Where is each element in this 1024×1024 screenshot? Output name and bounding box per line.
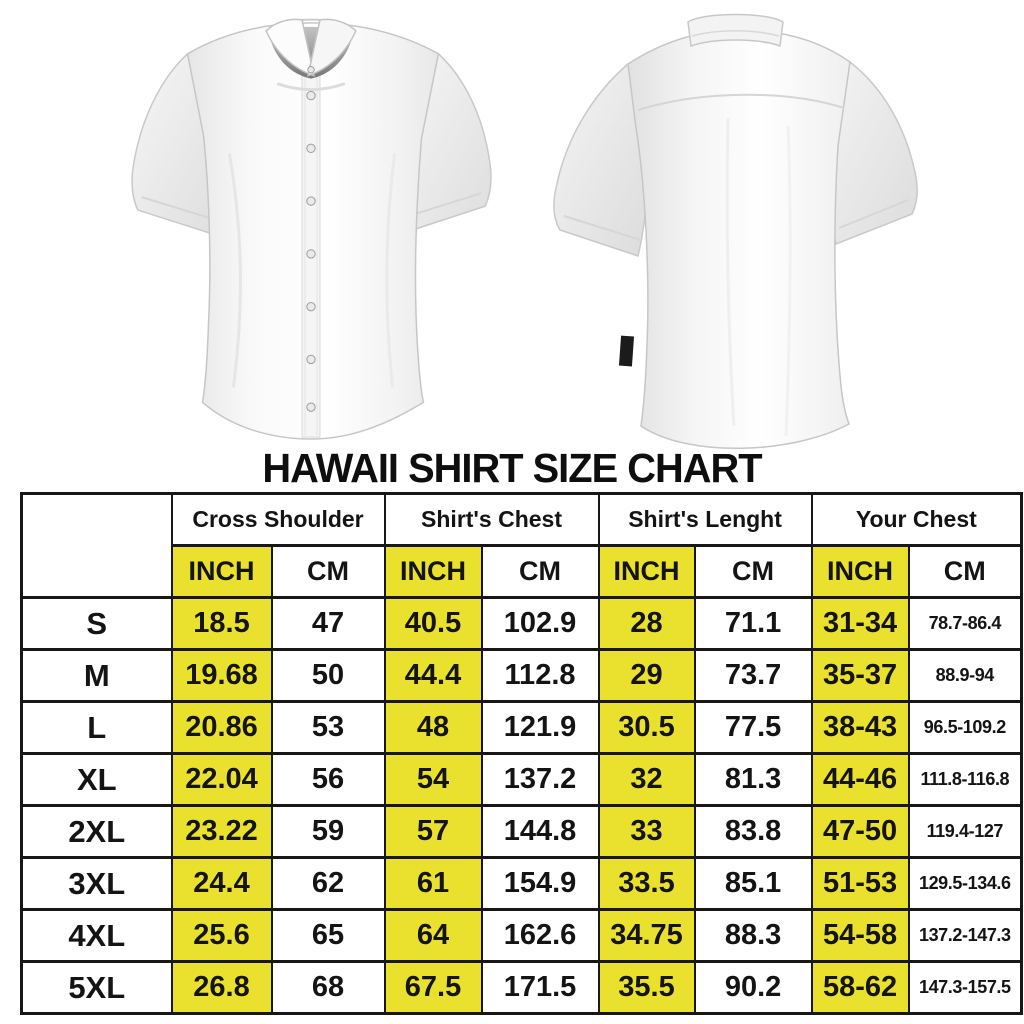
table-row-xl bbox=[22, 754, 1022, 806]
cell-value: 162.6 bbox=[482, 910, 599, 962]
group-header-row bbox=[22, 494, 1022, 546]
table-row-3xl bbox=[22, 858, 1022, 910]
cell-value: 22.04 bbox=[172, 754, 272, 806]
cell-value: 85.1 bbox=[695, 858, 812, 910]
col-group-your-chest: Your Chest bbox=[812, 494, 1022, 546]
cell-value: 129.5-134.6 bbox=[909, 858, 1022, 910]
size-label: L bbox=[22, 702, 172, 754]
cell-value: 56 bbox=[272, 754, 385, 806]
cell-value: 73.7 bbox=[695, 650, 812, 702]
cell-value: 19.68 bbox=[172, 650, 272, 702]
cell-value: 67.5 bbox=[385, 962, 482, 1014]
cell-value: 119.4-127 bbox=[909, 806, 1022, 858]
size-label: M bbox=[22, 650, 172, 702]
cell-value: 51-53 bbox=[812, 858, 909, 910]
corner-cell bbox=[22, 494, 172, 598]
cell-value: 81.3 bbox=[695, 754, 812, 806]
back-side-tag bbox=[619, 336, 634, 367]
unit-header-inch: INCH bbox=[172, 546, 272, 598]
cell-value: 71.1 bbox=[695, 598, 812, 650]
col-group-cross-shoulder: Cross Shoulder bbox=[172, 494, 385, 546]
cell-value: 111.8-116.8 bbox=[909, 754, 1022, 806]
cell-value: 32 bbox=[599, 754, 695, 806]
table-row-l bbox=[22, 702, 1022, 754]
cell-value: 38-43 bbox=[812, 702, 909, 754]
cell-value: 48 bbox=[385, 702, 482, 754]
table-row-2xl bbox=[22, 806, 1022, 858]
size-label: 4XL bbox=[22, 910, 172, 962]
cell-value: 31-34 bbox=[812, 598, 909, 650]
cell-value: 24.4 bbox=[172, 858, 272, 910]
cell-value: 50 bbox=[272, 650, 385, 702]
cell-value: 137.2-147.3 bbox=[909, 910, 1022, 962]
cell-value: 137.2 bbox=[482, 754, 599, 806]
cell-value: 102.9 bbox=[482, 598, 599, 650]
cell-value: 54 bbox=[385, 754, 482, 806]
table-row-5xl bbox=[22, 962, 1022, 1014]
cell-value: 18.5 bbox=[172, 598, 272, 650]
size-label: S bbox=[22, 598, 172, 650]
size-chart-table bbox=[20, 492, 1023, 1015]
cell-value: 78.7-86.4 bbox=[909, 598, 1022, 650]
cell-value: 29 bbox=[599, 650, 695, 702]
cell-value: 20.86 bbox=[172, 702, 272, 754]
size-label: 3XL bbox=[22, 858, 172, 910]
cell-value: 26.8 bbox=[172, 962, 272, 1014]
cell-value: 88.3 bbox=[695, 910, 812, 962]
cell-value: 53 bbox=[272, 702, 385, 754]
size-label: XL bbox=[22, 754, 172, 806]
cell-value: 77.5 bbox=[695, 702, 812, 754]
cell-value: 58-62 bbox=[812, 962, 909, 1014]
unit-header-inch: INCH bbox=[385, 546, 482, 598]
cell-value: 59 bbox=[272, 806, 385, 858]
cell-value: 147.3-157.5 bbox=[909, 962, 1022, 1014]
cell-value: 28 bbox=[599, 598, 695, 650]
cell-value: 35-37 bbox=[812, 650, 909, 702]
cell-value: 171.5 bbox=[482, 962, 599, 1014]
cell-value: 54-58 bbox=[812, 910, 909, 962]
cell-value: 30.5 bbox=[599, 702, 695, 754]
cell-value: 35.5 bbox=[599, 962, 695, 1014]
cell-value: 68 bbox=[272, 962, 385, 1014]
col-group-shirts-lenght: Shirt's Lenght bbox=[599, 494, 812, 546]
shirt-front-image bbox=[116, 4, 506, 450]
table-row-s bbox=[22, 598, 1022, 650]
col-group-shirts-chest: Shirt's Chest bbox=[385, 494, 599, 546]
shirt-back-image bbox=[538, 6, 940, 456]
cell-value: 154.9 bbox=[482, 858, 599, 910]
cell-value: 47 bbox=[272, 598, 385, 650]
cell-value: 61 bbox=[385, 858, 482, 910]
unit-header-cm: CM bbox=[272, 546, 385, 598]
cell-value: 121.9 bbox=[482, 702, 599, 754]
cell-value: 44-46 bbox=[812, 754, 909, 806]
table-row-m bbox=[22, 650, 1022, 702]
cell-value: 33.5 bbox=[599, 858, 695, 910]
cell-value: 144.8 bbox=[482, 806, 599, 858]
unit-header-cm: CM bbox=[482, 546, 599, 598]
cell-value: 47-50 bbox=[812, 806, 909, 858]
cell-value: 25.6 bbox=[172, 910, 272, 962]
unit-header-cm: CM bbox=[909, 546, 1022, 598]
cell-value: 88.9-94 bbox=[909, 650, 1022, 702]
cell-value: 40.5 bbox=[385, 598, 482, 650]
back-body bbox=[628, 30, 850, 448]
cell-value: 33 bbox=[599, 806, 695, 858]
cell-value: 96.5-109.2 bbox=[909, 702, 1022, 754]
cell-value: 83.8 bbox=[695, 806, 812, 858]
unit-header-cm: CM bbox=[695, 546, 812, 598]
page-title: HAWAII SHIRT SIZE CHART bbox=[262, 445, 762, 491]
cell-value: 57 bbox=[385, 806, 482, 858]
cell-value: 112.8 bbox=[482, 650, 599, 702]
cell-value: 90.2 bbox=[695, 962, 812, 1014]
unit-header-row bbox=[22, 546, 1022, 598]
size-label: 2XL bbox=[22, 806, 172, 858]
cell-value: 62 bbox=[272, 858, 385, 910]
unit-header-inch: INCH bbox=[812, 546, 909, 598]
table-row-4xl bbox=[22, 910, 1022, 962]
size-label: 5XL bbox=[22, 962, 172, 1014]
unit-header-inch: INCH bbox=[599, 546, 695, 598]
cell-value: 44.4 bbox=[385, 650, 482, 702]
cell-value: 23.22 bbox=[172, 806, 272, 858]
cell-value: 65 bbox=[272, 910, 385, 962]
cell-value: 64 bbox=[385, 910, 482, 962]
cell-value: 34.75 bbox=[599, 910, 695, 962]
